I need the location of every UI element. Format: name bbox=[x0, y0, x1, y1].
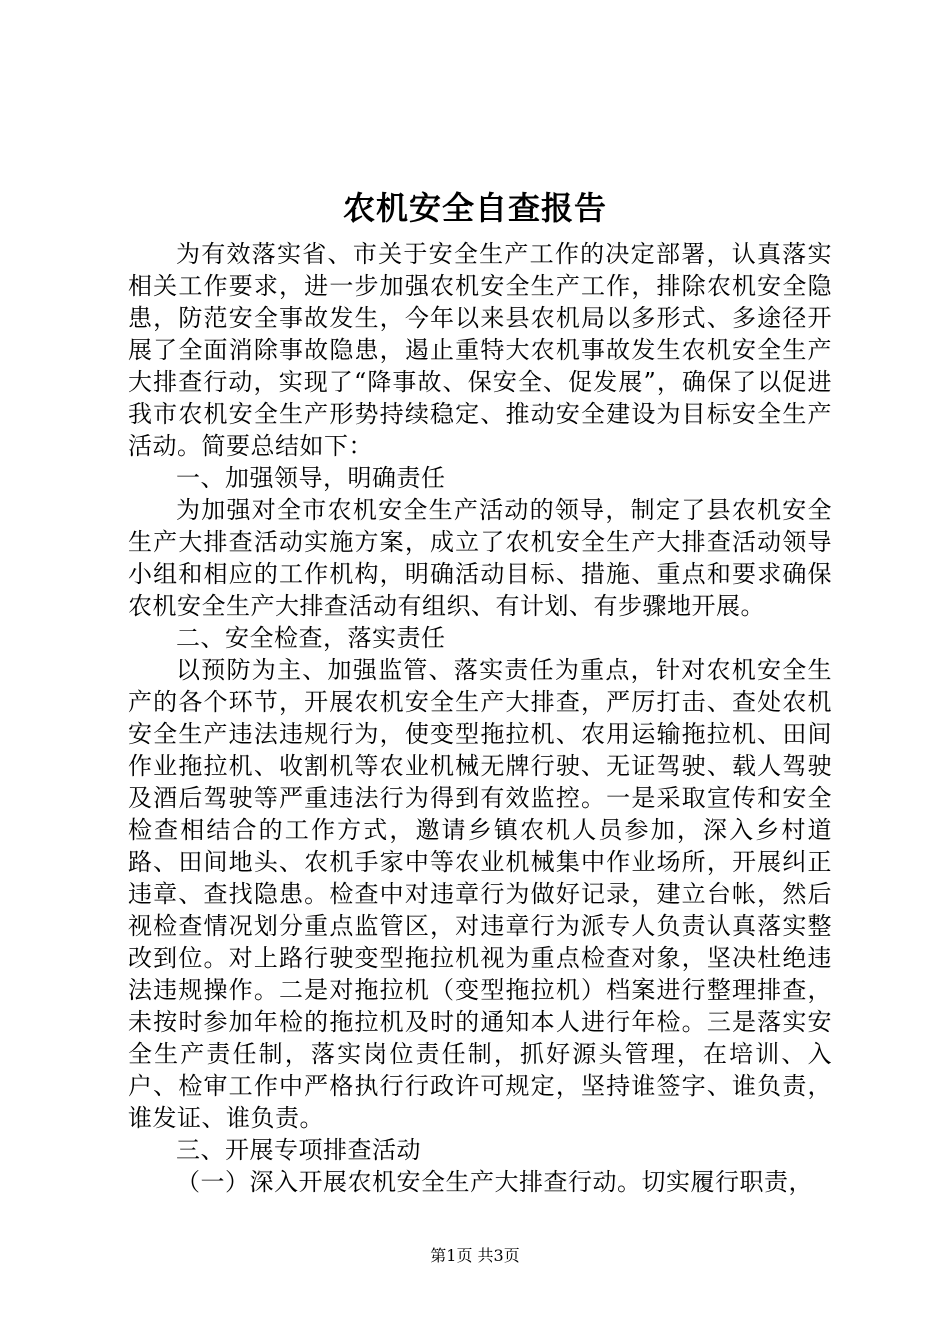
subsection-1-paragraph: （一）深入开展农机安全生产大排查行动。切实履行职责， bbox=[176, 1168, 813, 1196]
section-heading-1: 一、加强领导，明确责任 bbox=[176, 464, 446, 492]
document-body bbox=[128, 238, 832, 1198]
section-heading-2: 二、安全检查，落实责任 bbox=[176, 624, 446, 652]
intro-paragraph: 为有效落实省、市关于安全生产工作的决定部署，认真落实相关工作要求，进一步加强农机安全生产工作，排除农机安全隐患，防范安全事故发生，今年以来县农机局以多形式、多途径开展了全面消除事故隐患，遏止重特大农机事故发生农机安全生产大排查行动，实现了“降事故、保安全、促发展”，确保了以促进我市农机安全生产形势持续稳定、推动安全建设为目标安全生产活动。简要总结如下： bbox=[128, 240, 832, 460]
page-footer: 第1页 共3页 bbox=[430, 1246, 520, 1265]
section-heading-3: 三、开展专项排查活动 bbox=[176, 1136, 421, 1164]
section-2-paragraph: 以预防为主、加强监管、落实责任为重点，针对农机安全生产的各个环节，开展农机安全生产大排查，严厉打击、查处农机安全生产违法违规行为，使变型拖拉机、农用运输拖拉机、田间作业拖拉机、收割机等农业机械无牌行驶、无证驾驶、载人驾驶及酒后驾驶等严重违法行为得到有效监控。一是采取宣传和安全检查相结合的工作方式，邀请乡镇农机人员参加，深入乡村道路、田间地头、农机手家中等农业机械集中作业场所，开展纠正违章、查找隐患。检查中对违章行为做好记录，建立台帐，然后视检查情况划分重点监管区，对违章行为派专人负责认真落实整改到位。对上路行驶变型拖拉机视为重点检查对象，坚决杜绝违法违规操作。二是对拖拉机（变型拖拉机）档案进行整理排查，未按时参加年检的拖拉机及时的通知本人进行年检。三是落实安全生产责任制，落实岗位责任制，抓好源头管理，在培训、入户、检审工作中严格执行行政许可规定，坚持谁签字、谁负责，谁发证、谁负责。 bbox=[128, 656, 832, 1132]
section-1-paragraph: 为加强对全市农机安全生产活动的领导，制定了县农机安全生产大排查活动实施方案，成立了农机安全生产大排查活动领导小组和相应的工作机构，明确活动目标、措施、重点和要求确保农机安全生产大排查活动有组织、有计划、有步骤地开展。 bbox=[128, 496, 832, 620]
document-title: 农机安全自查报告 bbox=[342, 189, 607, 227]
